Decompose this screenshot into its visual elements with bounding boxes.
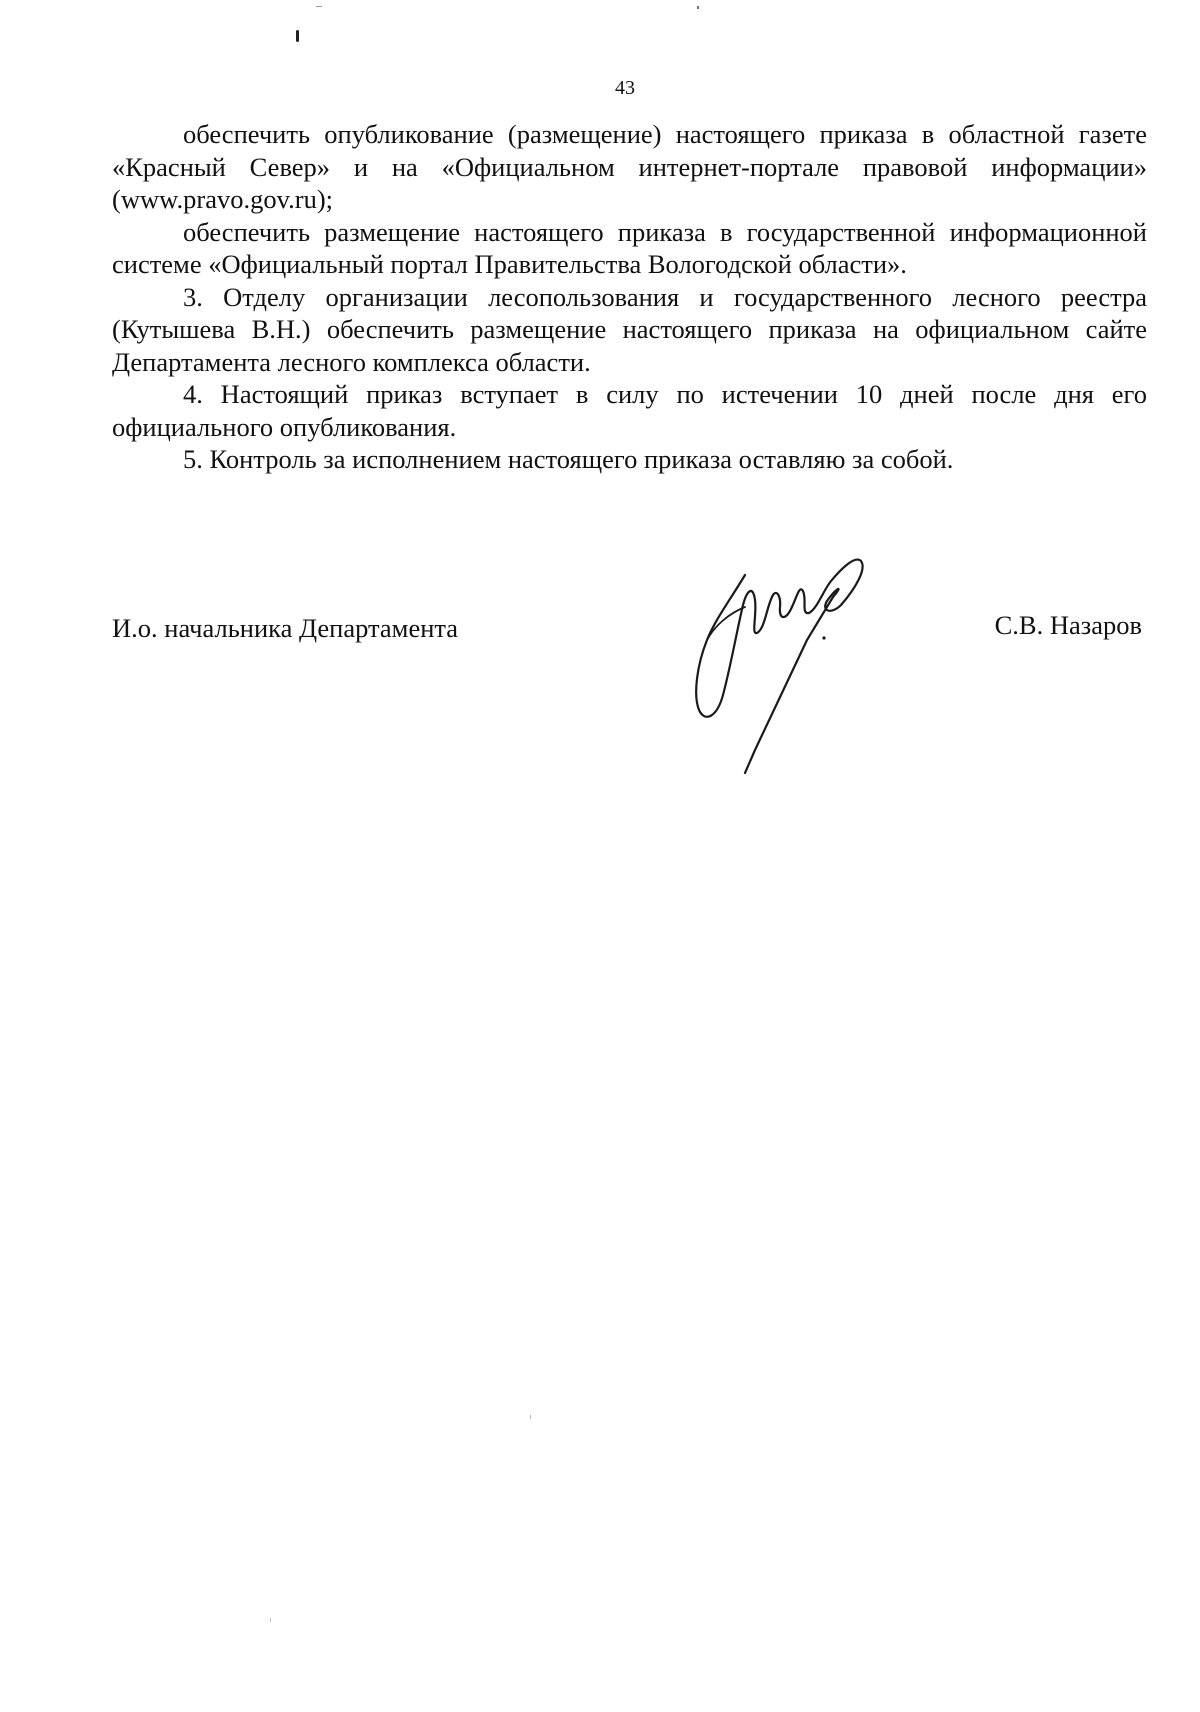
signatory-name: С.В. Назаров [994, 610, 1142, 640]
paragraph-publication: обеспечить опубликование (размещение) настоящего приказа в областной газете «Красный Север» и на «Официальном интернет-портале правовой информации» (www.pravo.gov.ru); [112, 119, 1147, 214]
signatory-title: И.о. начальника Департамента [112, 613, 459, 643]
scan-speck [296, 30, 299, 42]
paragraph-item-3: 3. Отделу организации лесопользования и государственного лесного реестра (Кутышева В.Н.) обеспечить размещение настоящего приказа на официальном сайте Департамента лесного комплекса области. [112, 281, 1147, 377]
paragraph-item-4: 4. Настоящий приказ вступает в силу по истечении 10 дней после дня его официального опубликования. [112, 379, 1147, 442]
page-number: 43 [615, 77, 635, 99]
scan-speck [697, 6, 699, 9]
document-body [112, 118, 1147, 476]
paragraph-item-5: 5. Контроль за исполнением настоящего приказа оставляю за собой. [183, 444, 954, 474]
paragraph-portal-placement: обеспечить размещение настоящего приказа в государственной информационной системе «Официальный портал Правительства Вологодской области». [112, 216, 1147, 279]
scan-speck [316, 6, 322, 7]
scan-speck [530, 1415, 531, 1419]
handwritten-signature [685, 545, 915, 795]
scan-speck [270, 1618, 271, 1622]
